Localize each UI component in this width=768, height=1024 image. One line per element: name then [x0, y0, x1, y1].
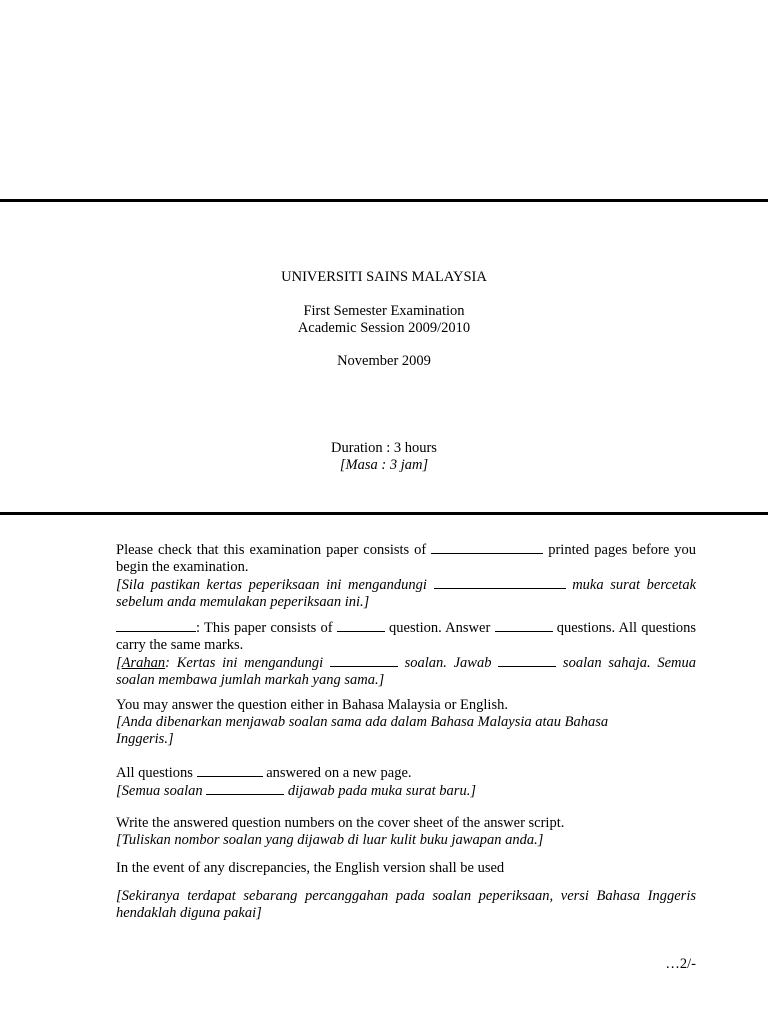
duration-malay: [Masa : 3 jam]	[339, 457, 429, 473]
instruction-discrepancy-malay-block	[116, 888, 696, 922]
university-name: UNIVERSITI SAINS MALAYSIA	[281, 269, 487, 285]
page-count-blank-ms	[434, 576, 566, 589]
arahan-label: Arahan	[121, 655, 166, 671]
question-total-blank-ms	[330, 654, 398, 667]
academic-session: Academic Session 2009/2010	[297, 320, 471, 336]
new-page-blank-ms	[206, 782, 284, 795]
question-total-blank	[337, 619, 385, 632]
instruction-label-blank	[116, 619, 196, 632]
page-count-blank	[431, 541, 543, 554]
exam-date: November 2009	[337, 353, 431, 369]
new-page-english: All questions answered on a new page.	[116, 765, 412, 781]
language-english: You may answer the question either in Bahasa Malaysia or English.	[116, 697, 508, 713]
exam-title-block	[0, 303, 768, 337]
new-page-blank	[197, 764, 263, 777]
instruction-question-count	[116, 619, 696, 689]
instruction-cover-sheet	[116, 815, 696, 849]
duration-block	[0, 440, 768, 474]
bottom-divider	[0, 512, 768, 515]
language-malay: [Anda dibenarkan menjawab soalan sama ada dalam Bahasa Malaysia atau Bahasa Inggeris.]	[116, 714, 609, 747]
answer-count-blank-ms	[498, 654, 556, 667]
page-continuation-marker: …2/-	[665, 956, 696, 972]
instruction-discrepancy	[116, 860, 696, 877]
top-divider	[0, 199, 768, 202]
question-count-english: : This paper consists of question. Answer questions. All questions carry the same marks.	[116, 620, 697, 653]
question-count-malay: [Arahan: Kertas ini mengandungi soalan. Jawab soalan sahaja. Semua soalan membawa jumlah markah yang sama.]	[116, 655, 697, 688]
cover-malay: [Tuliskan nombor soalan yang dijawab di luar kulit buku jawapan anda.]	[116, 832, 544, 848]
answer-count-blank	[495, 619, 553, 632]
page-count-english: Please check that this examination paper consists of printed pages before you begin the examination.	[116, 542, 697, 575]
instruction-language	[116, 697, 696, 748]
instruction-new-page	[116, 764, 696, 800]
exam-name: First Semester Examination	[303, 303, 465, 319]
duration-english: Duration : 3 hours	[331, 440, 437, 456]
page-count-malay: [Sila pastikan kertas peperiksaan ini mengandungi muka surat bercetak sebelum anda memulakan peperiksaan ini.]	[116, 577, 697, 610]
exam-header	[0, 269, 768, 286]
discrepancy-malay: [Sekiranya terdapat sebarang percanggahan pada soalan peperiksaan, versi Bahasa Inggeris hendaklah diguna pakai]	[116, 888, 696, 921]
discrepancy-english: In the event of any discrepancies, the English version shall be used	[116, 860, 505, 876]
exam-date-block	[0, 353, 768, 370]
instruction-page-count	[116, 541, 696, 611]
cover-english: Write the answered question numbers on the cover sheet of the answer script.	[116, 815, 565, 831]
new-page-malay: [Semua soalan dijawab pada muka surat baru.]	[116, 783, 476, 799]
